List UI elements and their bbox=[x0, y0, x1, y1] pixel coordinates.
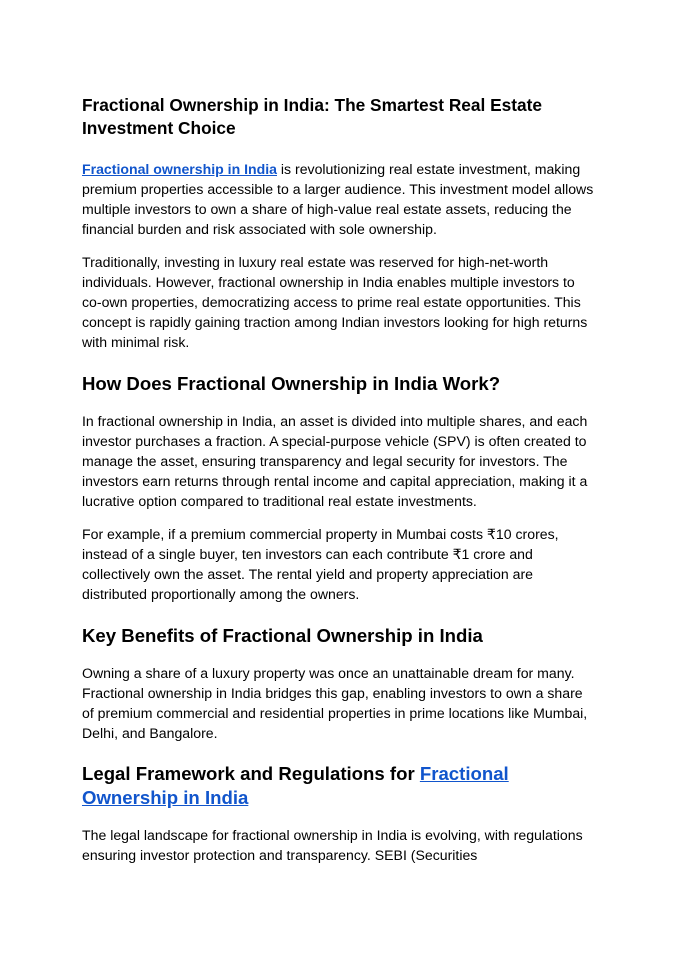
section-how-it-works-paragraph-1: In fractional ownership in India, an asset is divided into multiple shares, and each investor purchases a fraction. A special-purpose vehicle (SPV) is often created to manage the asset, ensuring transparency and legal security for investors. The investors earn returns through rental income and capital appreciation, making it a lucrative option compared to traditional real estate investments. bbox=[82, 413, 588, 509]
section-key-benefits-paragraph-1: Owning a share of a luxury property was once an unattainable dream for many. Fractional ownership in India bridges this gap, enabling investors to own a share of premium commercial and residential properties in prime locations like Mumbai, Delhi, and Bangalore. bbox=[82, 665, 588, 741]
document-page bbox=[82, 94, 597, 878]
section-how-it-works-paragraph-2: For example, if a premium commercial property in Mumbai costs ₹10 crores, instead of a single buyer, ten investors can each contribute ₹1 crore and collectively own the asset. The rental yield and property appreciation are distributed proportionally among the owners. bbox=[82, 526, 559, 602]
intro-paragraph bbox=[82, 159, 597, 239]
intro-text: is revolutionizing real estate investment, making premium properties accessible to a larger audience. This investment model allows multiple investors to own a share of high-value real estate assets, reducing the financial burden and risk associated with sole ownership. bbox=[82, 161, 594, 237]
section-heading-key-benefits: Key Benefits of Fractional Ownership in India bbox=[82, 625, 483, 646]
section-legal-paragraph-1: The legal landscape for fractional ownership in India is evolving, with regulations ensuring investor protection and transparency. SEBI (Securities bbox=[82, 827, 583, 863]
legal-heading-link[interactable]: Fractional Ownership in India bbox=[82, 763, 509, 808]
section-heading-legal-framework bbox=[82, 762, 597, 810]
section-heading-how-it-works: How Does Fractional Ownership in India Work? bbox=[82, 373, 501, 394]
legal-heading-prefix: Legal Framework and Regulations for bbox=[82, 763, 420, 784]
intro-link[interactable]: Fractional ownership in India bbox=[82, 161, 277, 177]
document-title: Fractional Ownership in India: The Smartest Real Estate Investment Choice bbox=[82, 95, 542, 138]
paragraph-traditional: Traditionally, investing in luxury real estate was reserved for high-net-worth individuals. However, fractional ownership in India enables multiple investors to co-own properties, democratizing access to prime real estate opportunities. This concept is rapidly gaining traction among Indian investors looking for high returns with minimal risk. bbox=[82, 254, 588, 350]
